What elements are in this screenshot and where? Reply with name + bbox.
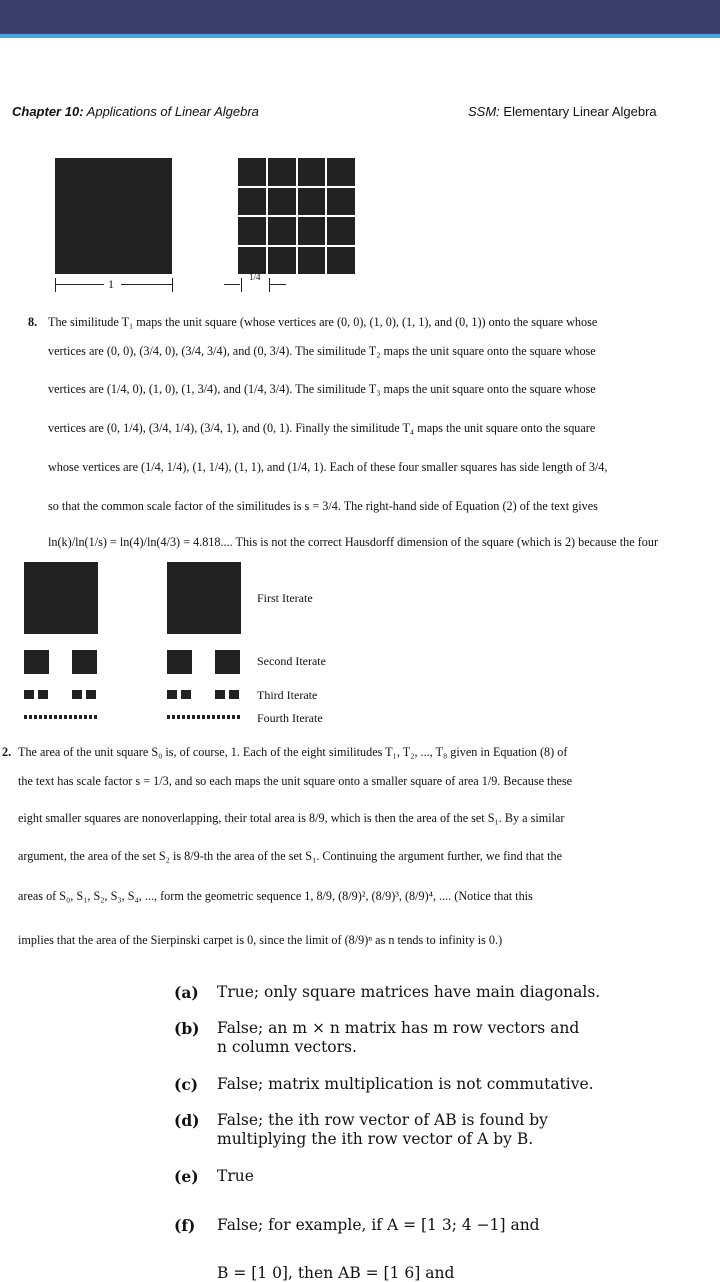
problem-12-line-4: argument, the area of the set S₂ is 8/9-th the area of the set S₁. Continuing the argument further, we find that the [18,849,563,863]
problem-8-line-3: vertices are (1/4, 0), (1, 0), (1, 3/4), and (1/4, 3/4). The similitude T₃ maps the unit square onto the square whose [48,382,596,396]
quarter-dimension [224,272,286,292]
iterate-3-block [167,690,177,699]
subdivided-square [238,158,355,274]
problem-8-line-4: vertices are (0, 1/4), (3/4, 1/4), (3/4, 1), and (0, 1). Finally the similitude T₄ maps the unit square onto the square [48,421,596,435]
iterate-3-block [181,690,191,699]
unit-square [55,158,172,274]
fourth-iterate-label: Fourth Iterate [257,711,323,725]
iterate-3-block [24,690,34,699]
answer-d-text-2: multiplying the ith row vector of A by B. [217,1130,534,1148]
problem-8-line-6: so that the common scale factor of the similitudes is s = 3/4. The right-hand side of Equation (2) of the text gives [48,499,598,513]
chapter-title: Applications of Linear Algebra [86,104,259,119]
iterate-3-block [72,690,82,699]
problem-8-line-1: The similitude T₁ maps the unit square (whose vertices are (0, 0), (1, 0), (1, 1), and (0, 1)) onto the square whose [48,315,598,329]
answer-d-text-1: False; the ith row vector of AB is found by [217,1111,548,1129]
answer-c-letter: (c) [174,1075,199,1094]
answer-f-letter: (f) [174,1216,196,1235]
answer-f-text-2: B = [1 0], then AB = [1 6] and [217,1264,455,1282]
answer-e-letter: (e) [174,1167,199,1186]
third-iterate-label: Third Iterate [257,688,318,702]
answer-a-text: True; only square matrices have main diagonals. [217,983,601,1001]
iterate-2-block [24,650,49,674]
answer-c-text: False; matrix multiplication is not commutative. [217,1075,594,1093]
answer-b-text-1: False; an m × n matrix has m row vectors and [217,1019,580,1037]
book-label: SSM: [468,104,500,119]
problem-12-number: 2. [2,745,12,759]
problem-12-line-1: The area of the unit square S₀ is, of course, 1. Each of the eight similitudes T₁, T₂, ..., T₈ given in Equation (8) of [18,745,568,759]
top-app-bar [0,0,720,38]
unit-dimension [55,278,173,292]
first-iterate-label: First Iterate [257,591,313,605]
book-heading [468,104,657,119]
iterate-1-right [167,562,241,634]
problem-8-line-2: vertices are (0, 0), (3/4, 0), (3/4, 3/4), and (0, 3/4). The similitude T₂ maps the unit square onto the square whose [48,344,596,358]
iterate-1-left [24,562,98,634]
second-iterate-label: Second Iterate [257,654,326,668]
iterate-2-block [72,650,97,674]
answer-f-text-1: False; for example, if A = [1 3; 4 −1] and [217,1216,540,1234]
answer-b-text-2: n column vectors. [217,1038,357,1056]
quarter-dimension-label: 1/4 [249,272,261,282]
answer-b-letter: (b) [174,1019,200,1038]
problem-8-number: 8. [28,315,38,329]
chapter-label: Chapter 10: [12,104,84,119]
problem-12-line-3: eight smaller squares are nonoverlapping, their total area is 8/9, which is then the area of the set S₁. By a similar [18,811,565,825]
iterate-2-block [167,650,192,674]
iterate-4-right [167,715,241,719]
iterate-4-left [24,715,98,719]
problem-8-line-7: ln(k)/ln(1/s) = ln(4)/ln(4/3) = 4.818.... This is not the correct Hausdorff dimension of the square (which is 2) because the four [48,535,659,549]
book-title: Elementary Linear Algebra [503,104,657,119]
iterate-3-block [86,690,96,699]
iterate-3-block [38,690,48,699]
problem-12-line-5: areas of S₀, S₁, S₂, S₃, S₄, ..., form the geometric sequence 1, 8/9, (8/9)², (8/9)³, (8/9)⁴, .... (Notice that this [18,889,533,903]
answer-a-letter: (a) [174,983,199,1002]
iterate-2-block [215,650,240,674]
chapter-heading [12,104,259,119]
unit-dimension-label: 1 [108,277,114,291]
answer-d-letter: (d) [174,1111,200,1130]
answer-e-text: True [217,1167,254,1185]
problem-12-line-6: implies that the area of the Sierpinski carpet is 0, since the limit of (8/9)ⁿ as n tends to infinity is 0.) [18,933,503,947]
iterate-3-block [215,690,225,699]
problem-8-line-5: whose vertices are (1/4, 1/4), (1, 1/4), (1, 1), and (1/4, 1). Each of these four smaller squares has side length of 3/4, [48,460,608,474]
problem-12-line-2: the text has scale factor s = 1/3, and so each maps the unit square onto a smaller square of area 1/9. Because these [18,774,573,788]
iterate-3-block [229,690,239,699]
